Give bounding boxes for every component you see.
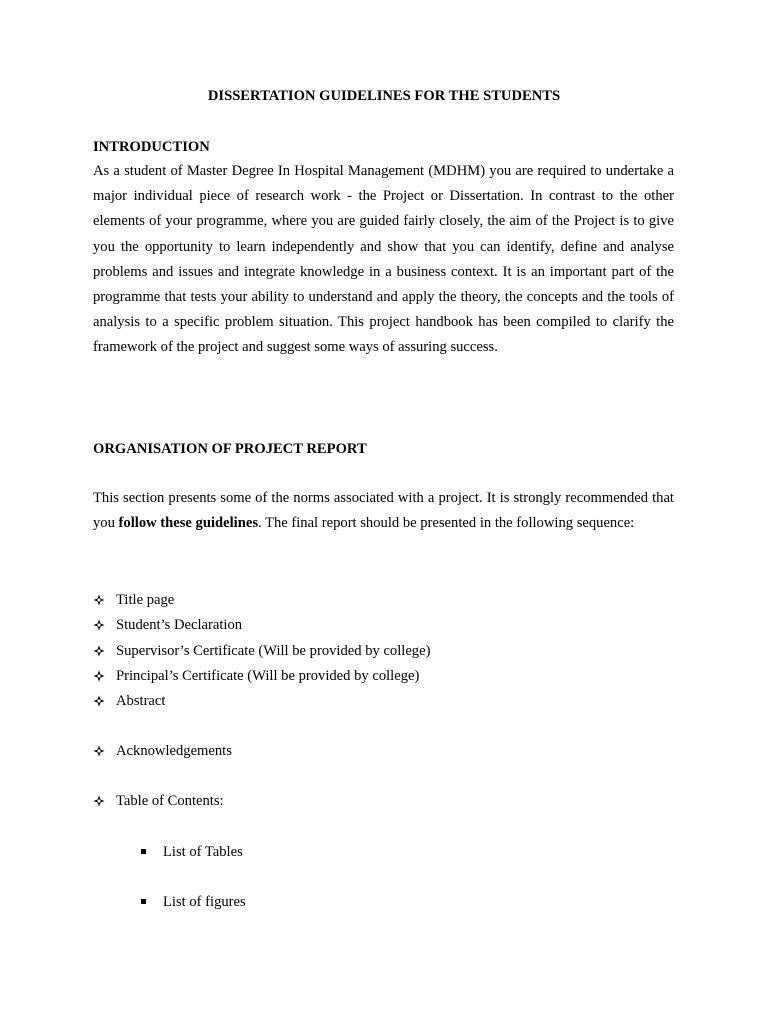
square-bullet-icon xyxy=(141,899,146,904)
square-bullet-icon xyxy=(141,849,146,854)
document-title: DISSERTATION GUIDELINES FOR THE STUDENTS xyxy=(207,88,561,104)
diamond-bullet-icon xyxy=(93,795,105,807)
organisation-text-bold: follow these guidelines xyxy=(118,515,258,532)
contents-subitem-label: List of Tables xyxy=(163,844,243,860)
list-item-label: Supervisor’s Certificate (Will be provided by college) xyxy=(116,643,431,659)
list-item-label: Table of Contents: xyxy=(116,793,224,809)
organisation-text-start: This section presents some of the norms associated with a project. It is strongly recommended that you xyxy=(93,490,674,532)
diamond-bullet-icon xyxy=(93,670,105,682)
list-item-label: Abstract xyxy=(116,693,166,709)
introduction-heading: INTRODUCTION xyxy=(93,139,210,155)
list-item-label: Acknowledgements xyxy=(116,743,232,759)
list-item-label: Student’s Declaration xyxy=(116,617,243,633)
diamond-bullet-icon xyxy=(93,645,105,657)
diamond-bullet-icon xyxy=(93,745,105,757)
diamond-bullet-icon xyxy=(93,695,105,707)
list-item-label: Principal’s Certificate (Will be provided by college) xyxy=(116,668,420,684)
list-item-label: Title page xyxy=(116,592,175,608)
organisation-heading: ORGANISATION OF PROJECT REPORT xyxy=(93,441,367,457)
contents-subitem-label: List of figures xyxy=(163,894,246,910)
diamond-bullet-icon xyxy=(93,594,105,606)
introduction-paragraph: As a student of Master Degree In Hospital Management (MDHM) you are required to undertake a major individual piece of research work - the Project or Dissertation. In contrast to the other elements of your programme, where you are guided fairly closely, the aim of the Project is to give you the opportunity to learn independently and show that you can identify, define and analyse problems and issues and integrate knowledge in a business context. It is an important part of the programme that tests your ability to understand and apply the theory, the concepts and the tools of analysis to a specific problem situation. This project handbook has been compiled to clarify the framework of the project and suggest some ways of assuring success. xyxy=(93,163,674,356)
diamond-bullet-icon xyxy=(93,619,105,631)
organisation-text-end: . The final report should be presented in the following sequence: xyxy=(258,515,635,532)
organisation-paragraph xyxy=(93,486,674,536)
